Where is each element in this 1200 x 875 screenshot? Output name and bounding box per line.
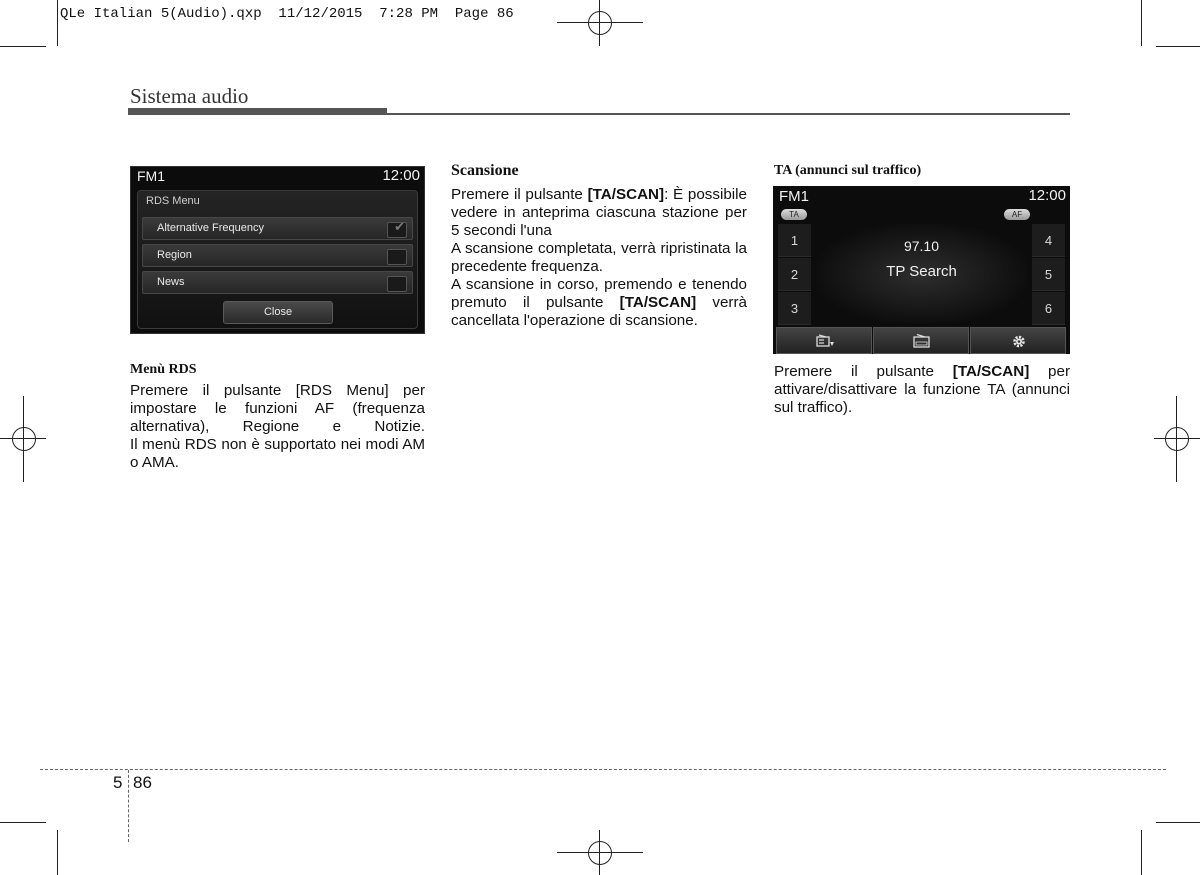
- radio-auto-button[interactable]: [873, 327, 969, 354]
- preset-button[interactable]: 5: [1032, 258, 1065, 291]
- crop-mark: [57, 830, 58, 875]
- af-indicator[interactable]: AF: [1004, 209, 1030, 220]
- clock: 12:00: [382, 167, 420, 184]
- heading-scansione: Scansione: [451, 162, 519, 179]
- crop-mark: [1141, 830, 1142, 875]
- checkbox[interactable]: [387, 249, 407, 265]
- ta-indicator[interactable]: TA: [781, 209, 807, 220]
- option-region[interactable]: [142, 244, 413, 267]
- band-label: FM1: [137, 168, 165, 184]
- section-title: Sistema audio: [130, 84, 249, 108]
- text: : È possibile vedere in anteprima ciascuna stazione per 5 secondi l'una: [451, 186, 747, 239]
- header-rule-thin: [387, 113, 1070, 115]
- heading-menu-rds: Menù RDS: [130, 362, 197, 377]
- ta-scan-key: [TA/SCAN]: [619, 294, 697, 311]
- preset-button[interactable]: 1: [778, 224, 811, 257]
- crop-mark: [1141, 0, 1142, 46]
- preset-button[interactable]: 4: [1032, 224, 1065, 257]
- crop-mark: [0, 46, 46, 47]
- radio-list-icon: [815, 333, 835, 350]
- ta-scan-key: [TA/SCAN]: [952, 363, 1030, 380]
- text: per attivare/disattivare la funzione TA (annunci sul traffico).: [774, 363, 1070, 416]
- page-number: 86: [133, 773, 152, 792]
- option-label: Alternative Frequency: [157, 222, 264, 234]
- frequency: 97.10: [903, 238, 940, 254]
- scansione-text: [451, 186, 747, 330]
- rds-menu-panel: [137, 190, 418, 329]
- tp-search-status: TP Search: [886, 263, 957, 280]
- preset-button[interactable]: 2: [778, 258, 811, 291]
- text: verrà cancellata l'operazione di scansione.: [451, 294, 747, 329]
- paragraph: Il menù RDS non è supportato nei modi AM o AMA.: [130, 436, 425, 471]
- print-slug: QLe Italian 5(Audio).qxp 11/12/2015 7:28 PM Page 86: [60, 6, 514, 22]
- header-rule: [128, 108, 387, 115]
- radio-auto-icon: [912, 333, 932, 350]
- heading-ta: TA (annunci sul traffico): [774, 163, 922, 178]
- band-label: FM1: [779, 188, 809, 205]
- check-icon: ✔: [394, 219, 405, 234]
- settings-button[interactable]: [970, 327, 1066, 354]
- footer-divider: [128, 770, 129, 842]
- registration-mark: [12, 427, 36, 451]
- crop-mark: [1156, 822, 1200, 823]
- menu-rds-text: [130, 382, 425, 472]
- paragraph: A scansione completata, verrà ripristinata la precedente frequenza.: [451, 240, 747, 275]
- ta-scan-key: [TA/SCAN]: [587, 186, 665, 203]
- crop-mark: [0, 822, 46, 823]
- clock: 12:00: [1028, 187, 1066, 204]
- registration-mark: [588, 11, 612, 35]
- gear-icon: [1009, 333, 1029, 350]
- preset-button[interactable]: 3: [778, 292, 811, 325]
- station-display: [816, 224, 1027, 324]
- paragraph: [451, 186, 747, 240]
- section-number: 5: [113, 773, 123, 792]
- paragraph: Premere il pulsante [RDS Menu] per impostare le funzioni AF (frequenza alternativa), Regione e Notizie.: [130, 382, 425, 435]
- radio-list-button[interactable]: [776, 327, 872, 354]
- text: Premere il pulsante: [774, 363, 953, 380]
- ta-text: [774, 363, 1070, 417]
- registration-mark: [588, 841, 612, 865]
- rds-menu-title: RDS Menu: [146, 195, 200, 207]
- close-button[interactable]: Close: [223, 301, 333, 324]
- preset-button[interactable]: 6: [1032, 292, 1065, 325]
- checkbox[interactable]: [387, 276, 407, 292]
- paragraph: [774, 363, 1070, 417]
- rds-menu-screen: [130, 166, 425, 334]
- option-news[interactable]: [142, 271, 413, 294]
- text: Premere il pulsante: [451, 186, 588, 203]
- ta-screen: [773, 186, 1070, 354]
- option-label: News: [157, 276, 185, 288]
- text: A scansione in corso, premendo e tenendo premuto il pulsante: [451, 276, 747, 311]
- paragraph: [451, 276, 747, 330]
- option-label: Region: [157, 249, 192, 261]
- crop-mark: [57, 0, 58, 46]
- footer-rule: [40, 769, 1166, 770]
- option-alternative-frequency[interactable]: [142, 217, 413, 240]
- crop-mark: [1156, 46, 1200, 47]
- registration-mark: [1165, 427, 1189, 451]
